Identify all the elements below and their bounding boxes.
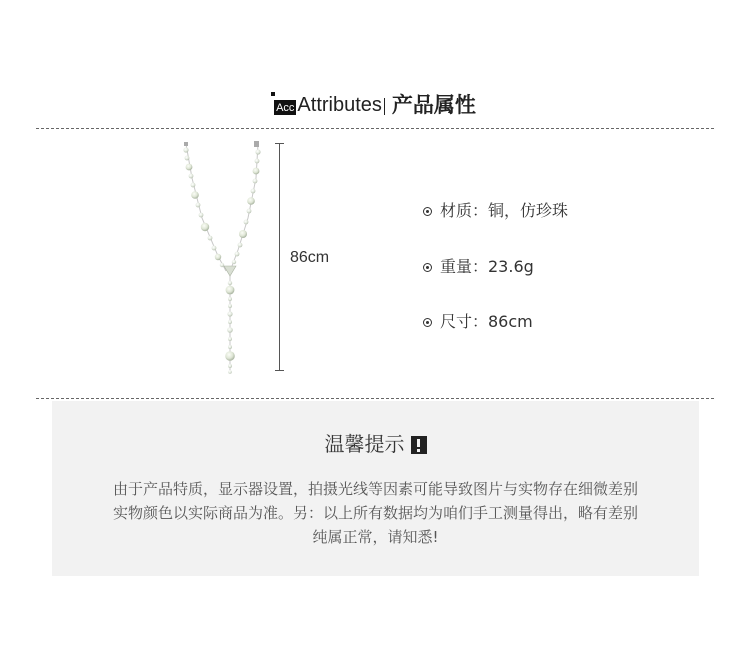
attribute-size [423,311,533,333]
title-separator [384,98,385,115]
acc-badge: Acc [276,101,295,114]
section-header-inner [274,93,476,117]
notice-title: 温馨提示 [324,432,405,456]
target-bullet-icon [423,207,432,216]
measure-cap-bottom [275,370,284,371]
notice-heading [52,431,699,457]
bottom-dashed-divider [36,398,714,399]
title-chinese: 产品属性 [391,93,476,117]
corner-square-icon [271,92,275,96]
top-dashed-divider [36,128,714,129]
attribute-text: 重量：23.6g [440,257,534,276]
attribute-text: 尺寸：86cm [440,312,533,331]
exclamation-icon [411,436,427,454]
notice-box [52,401,699,576]
notice-line: 纯属正常，请知悉! [312,528,439,546]
title-english: Attributes [297,94,382,116]
necklace-image [170,138,270,378]
notice-line: 由于产品特质，显示器设置，拍摄光线等因素可能导致图片与实物存在细微差别 [112,480,638,498]
section-header [0,88,750,122]
target-bullet-icon [423,263,432,272]
target-bullet-icon [423,318,432,327]
length-label: 86cm [290,249,330,266]
notice-body [52,477,699,549]
notice-line: 实物颜色以实际商品为准。另：以上所有数据均为咱们手工测量得出，略有差别 [112,504,638,522]
attribute-weight [423,256,534,278]
attribute-text: 材质：铜，仿珍珠 [440,201,569,220]
attribute-material [423,200,568,222]
measure-line [279,143,280,370]
